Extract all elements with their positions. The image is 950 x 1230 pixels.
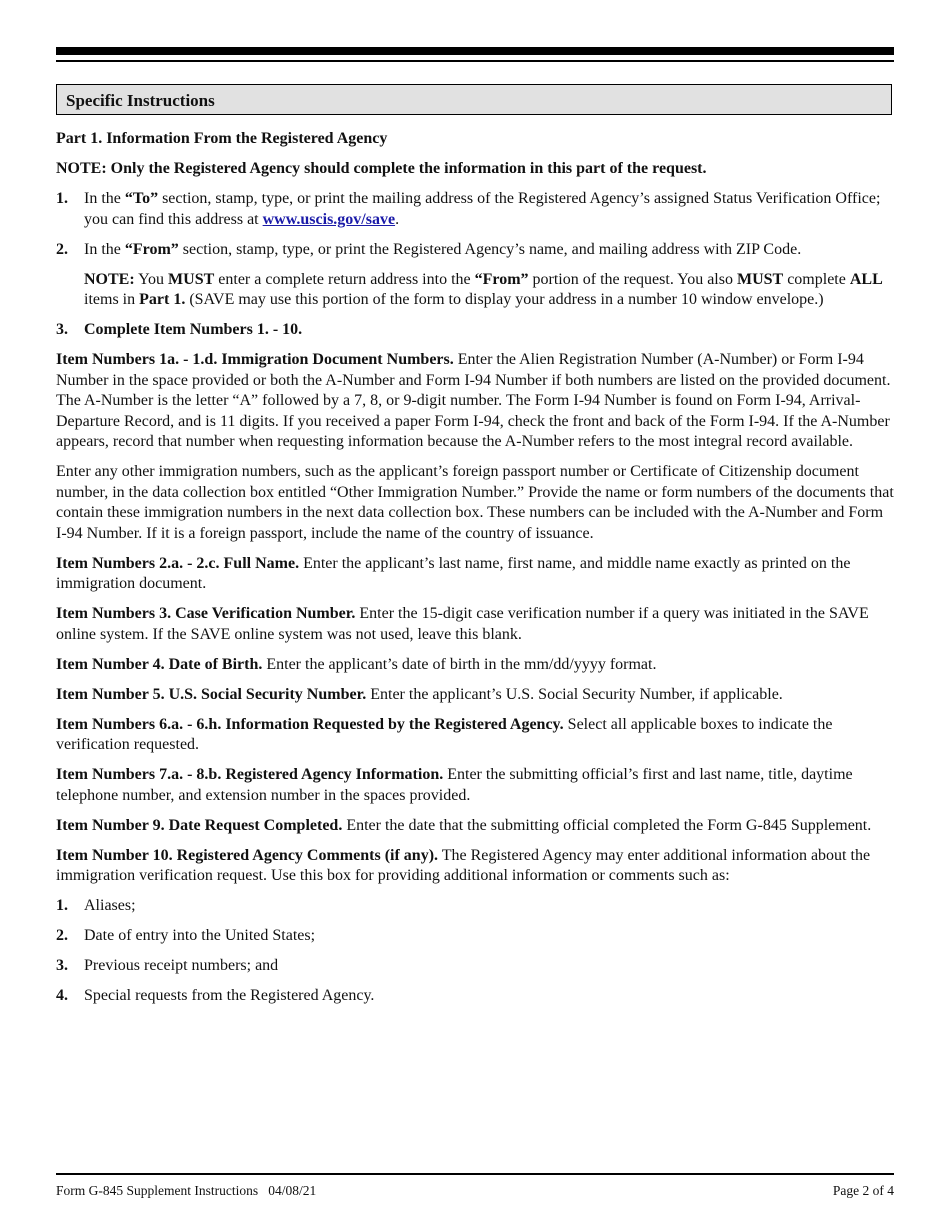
item-5-instructions: Item Number 5. U.S. Social Security Number. Enter the applicant’s U.S. Social Security Number, if applicable. <box>56 685 783 703</box>
list-number: 3. <box>56 957 68 974</box>
list-text: Special requests from the Registered Agency. <box>84 987 375 1004</box>
list-text: Aliases; <box>84 897 136 914</box>
part-title: Part 1. Information From the Registered Agency <box>56 130 388 147</box>
footer-rule <box>56 1173 894 1175</box>
step-text: Complete Item Numbers 1. - 10. <box>84 321 303 338</box>
item-1-other-numbers: Enter any other immigration numbers, such as the applicant’s foreign passport number or Certificate of Citizenship document number, in the data collection box entitled “Other Immigration Number.” Provide the name or form numbers of the documents that contain these immigration numbers in the next data collection box. These numbers can be included with the A-Number and Form I-94 Number. If it is a foreign passport, include the name of the country of issuance. <box>56 463 894 542</box>
item-3-instructions: Item Numbers 3. Case Verification Number. Enter the 15-digit case verification number if a query was initiated in the SAVE online system. If the SAVE online system was not used, leave this blank. <box>56 605 869 643</box>
footer-form-id: Form G-845 Supplement Instructions 04/08/21 <box>56 1183 317 1198</box>
item-4-instructions: Item Number 4. Date of Birth. Enter the applicant’s date of birth in the mm/dd/yyyy format. <box>56 655 657 673</box>
list-text: Date of entry into the United States; <box>84 927 316 944</box>
item-10-instructions: Item Number 10. Registered Agency Comments (if any). The Registered Agency may enter additional information about the immigration verification request. Use this box for providing additional information or comments such as: <box>56 846 871 884</box>
step-number: 2. <box>56 240 68 258</box>
step-1 <box>56 189 894 230</box>
list-item <box>56 956 894 977</box>
return-address-note: NOTE: You MUST enter a complete return address into the “From” portion of the request. You also MUST complete ALL items in Part 1. (SAVE may use this portion of the form to display your address in a number 10 window envelope.) <box>84 270 883 308</box>
save-website-link[interactable]: www.uscis.gov/save <box>262 210 396 228</box>
list-item <box>56 926 894 947</box>
list-text: Previous receipt numbers; and <box>84 957 279 974</box>
instructions-content <box>56 129 894 1016</box>
header-rule-thick <box>56 47 894 55</box>
item-6-instructions: Item Numbers 6.a. - 6.h. Information Requested by the Registered Agency. Select all applicable boxes to indicate the verification requested. <box>56 715 833 753</box>
item-7-instructions: Item Numbers 7.a. - 8.b. Registered Agency Information. Enter the submitting official’s first and last name, title, daytime telephone number, and extension number in the spaces provided. <box>56 766 853 804</box>
list-number: 2. <box>56 927 68 944</box>
step-text: In the “From” section, stamp, type, or print the Registered Agency’s name, and mailing address with ZIP Code. <box>84 240 802 258</box>
section-header: Specific Instructions <box>56 84 892 115</box>
part-note: NOTE: Only the Registered Agency should complete the information in this part of the request. <box>56 160 707 177</box>
step-number: 1. <box>56 190 68 207</box>
footer-page-number: Page 2 of 4 <box>832 1183 894 1198</box>
step-3 <box>56 320 894 341</box>
step-number: 3. <box>56 321 68 338</box>
step-text: In the “To” section, stamp, type, or print the mailing address of the Registered Agency’s assigned Status Verification Office; you can find this address at www.uscis.gov/save. <box>84 190 881 228</box>
list-item <box>56 896 894 917</box>
item-1-instructions: Item Numbers 1a. - 1.d. Immigration Document Numbers. Enter the Alien Registration Number (A-Number) or Form I-94 Number in the space provided or both the A-Number and Form I-94 Number if both numbers are listed on the provided document. The A-Number is the letter “A” followed by a 7, 8, or 9-digit number. The Form I-94 Number is found on Form I-94, Arrival-Departure Record, and is 11 digits. If you received a paper Form I-94, check the front and back of the Form I-94. If the A-Number appears, record that number when requesting information because the A-Number refers to the most integral record available. <box>56 351 891 450</box>
header-rule-thin <box>56 60 894 62</box>
item-2-instructions: Item Numbers 2.a. - 2.c. Full Name. Enter the applicant’s last name, first name, and middle name exactly as printed on the immigration document. <box>56 554 851 592</box>
list-item <box>56 986 894 1007</box>
list-number: 4. <box>56 987 68 1004</box>
step-2 <box>56 240 894 261</box>
list-number: 1. <box>56 897 68 914</box>
item-9-instructions: Item Number 9. Date Request Completed. Enter the date that the submitting official completed the Form G-845 Supplement. <box>56 816 872 834</box>
